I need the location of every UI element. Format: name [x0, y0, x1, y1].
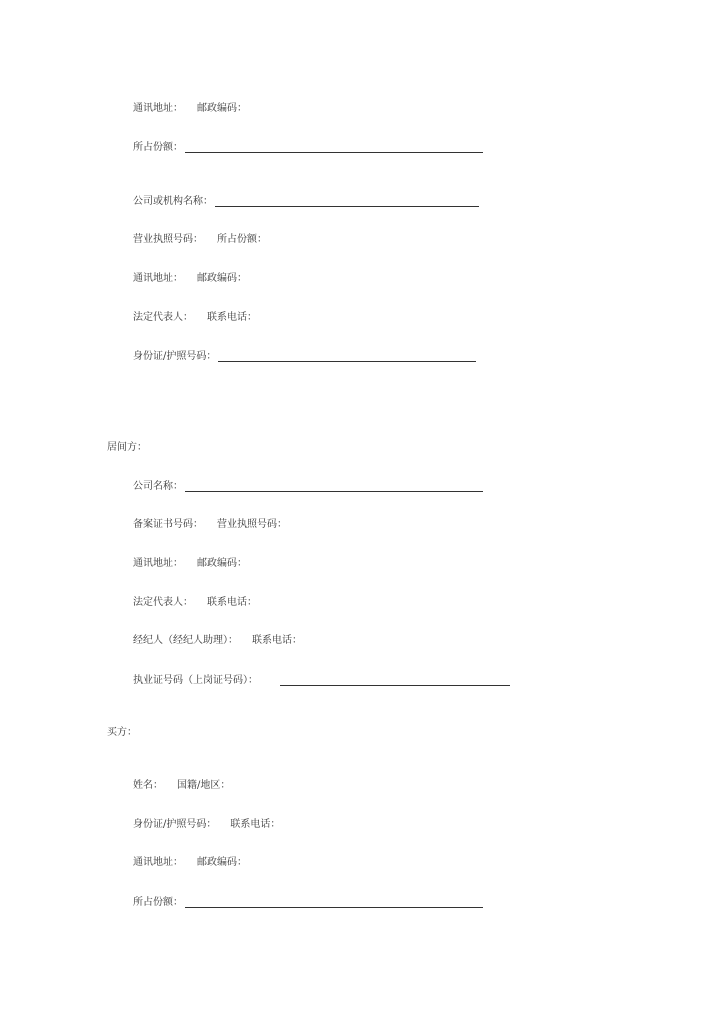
phone-label: 联系电话：: [230, 819, 281, 830]
intermediary-practice-cert-row: [133, 674, 510, 688]
buyer-heading: 买方：: [107, 727, 137, 738]
postcode-label: 邮政编码：: [197, 273, 247, 284]
address-label: 通讯地址：: [133, 857, 183, 868]
buyer-share-row: [133, 896, 483, 910]
intermediary-company-row: [133, 480, 483, 494]
intermediary-address-row: [133, 557, 247, 571]
share-label: 所占份额：: [133, 142, 183, 153]
company-id-row: [133, 350, 476, 364]
intermediary-legal-rep-row: [133, 596, 257, 610]
license-label: 营业执照号码：: [133, 234, 203, 245]
buyer-id-row: [133, 818, 280, 832]
intermediary-cert-row: [133, 518, 287, 532]
company-license-row: [133, 233, 267, 247]
company-name-blank-line[interactable]: [215, 198, 479, 207]
intermediary-heading: 居间方：: [107, 442, 147, 453]
address-label: 通讯地址：: [133, 273, 183, 284]
share-blank-line[interactable]: [185, 144, 483, 153]
buyer-name-row: [133, 779, 230, 793]
postcode-label: 邮政编码：: [197, 857, 247, 868]
practice-cert-label: 执业证号码（上岗证号码）：: [133, 675, 258, 686]
buyer-address-row: [133, 856, 247, 870]
legal-rep-label: 法定代表人：: [133, 597, 193, 608]
intermediary-agent-row: [133, 634, 302, 648]
phone-label: 联系电话：: [207, 312, 257, 323]
agent-label: 经纪人（经纪人助理）：: [133, 635, 238, 646]
name-label: 姓名：: [133, 780, 163, 791]
postcode-label: 邮政编码：: [197, 558, 247, 569]
license-label: 营业执照号码：: [217, 519, 287, 530]
phone-label: 联系电话：: [207, 597, 257, 608]
filing-cert-label: 备案证书号码：: [133, 519, 203, 530]
company-address-row: [133, 272, 247, 286]
share-label: 所占份额：: [217, 234, 267, 245]
id-label: 身份证/护照号码：: [133, 819, 217, 830]
company-name-row: [133, 195, 479, 209]
nationality-label: 国籍/地区：: [177, 780, 231, 791]
id-blank-line[interactable]: [218, 353, 476, 362]
company-name-label: 公司或机构名称：: [133, 196, 213, 207]
seller-address-row: [133, 102, 247, 116]
legal-rep-label: 法定代表人：: [133, 312, 193, 323]
company-legal-rep-row: [133, 311, 257, 325]
agent-phone-label: 联系电话：: [252, 635, 302, 646]
id-label: 身份证/护照号码：: [133, 351, 217, 362]
seller-share-row: [133, 141, 483, 155]
address-label: 通讯地址：: [133, 103, 183, 114]
practice-cert-blank-line[interactable]: [280, 677, 510, 686]
share-label: 所占份额：: [133, 897, 183, 908]
share-blank-line[interactable]: [185, 899, 483, 908]
company-name-blank-line[interactable]: [185, 483, 483, 492]
company-name-label: 公司名称：: [133, 481, 183, 492]
postcode-label: 邮政编码：: [197, 103, 247, 114]
address-label: 通讯地址：: [133, 558, 183, 569]
